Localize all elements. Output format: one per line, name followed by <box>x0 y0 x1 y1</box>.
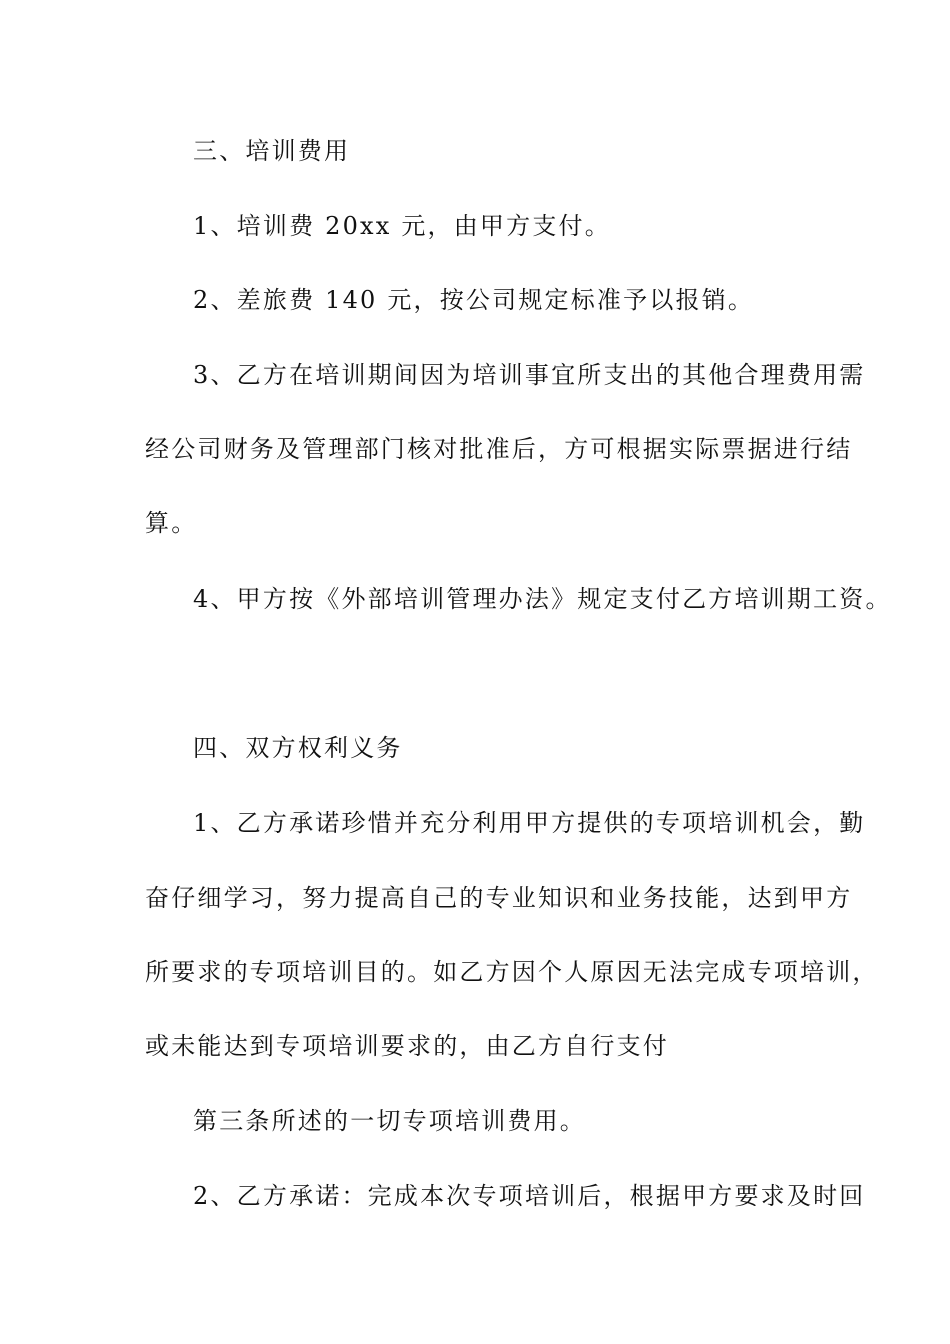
section-four-item-1-line-2: 奋仔细学习，努力提高自己的专业知识和业务技能，达到甲方 <box>145 884 853 912</box>
section-three-item-3-line-3: 算。 <box>145 509 198 537</box>
section-four-item-1-line-1: 1、乙方承诺珍惜并充分利用甲方提供的专项培训机会，勤 <box>193 809 866 837</box>
section-four-heading: 四、双方权利义务 <box>193 734 403 762</box>
section-four-item-2-line-1: 2、乙方承诺：完成本次专项培训后，根据甲方要求及时回 <box>193 1182 866 1210</box>
section-four-item-1-line-5: 第三条所述的一切专项培训费用。 <box>193 1107 586 1135</box>
section-three-item-3-line-2: 经公司财务及管理部门核对批准后，方可根据实际票据进行结 <box>145 435 853 463</box>
section-three-item-1: 1、培训费 20xx 元，由甲方支付。 <box>193 212 611 240</box>
section-four-item-1-line-4: 或未能达到专项培训要求的，由乙方自行支付 <box>145 1032 669 1060</box>
section-three-heading: 三、培训费用 <box>193 137 351 165</box>
section-three-item-4: 4、甲方按《外部培训管理办法》规定支付乙方培训期工资。 <box>193 585 892 613</box>
section-four-item-1-line-3: 所要求的专项培训目的。如乙方因个人原因无法完成专项培训， <box>145 958 879 986</box>
section-three-item-2: 2、差旅费 140 元，按公司规定标准予以报销。 <box>193 286 755 314</box>
section-three-item-3-line-1: 3、乙方在培训期间因为培训事宜所支出的其他合理费用需 <box>193 361 866 389</box>
